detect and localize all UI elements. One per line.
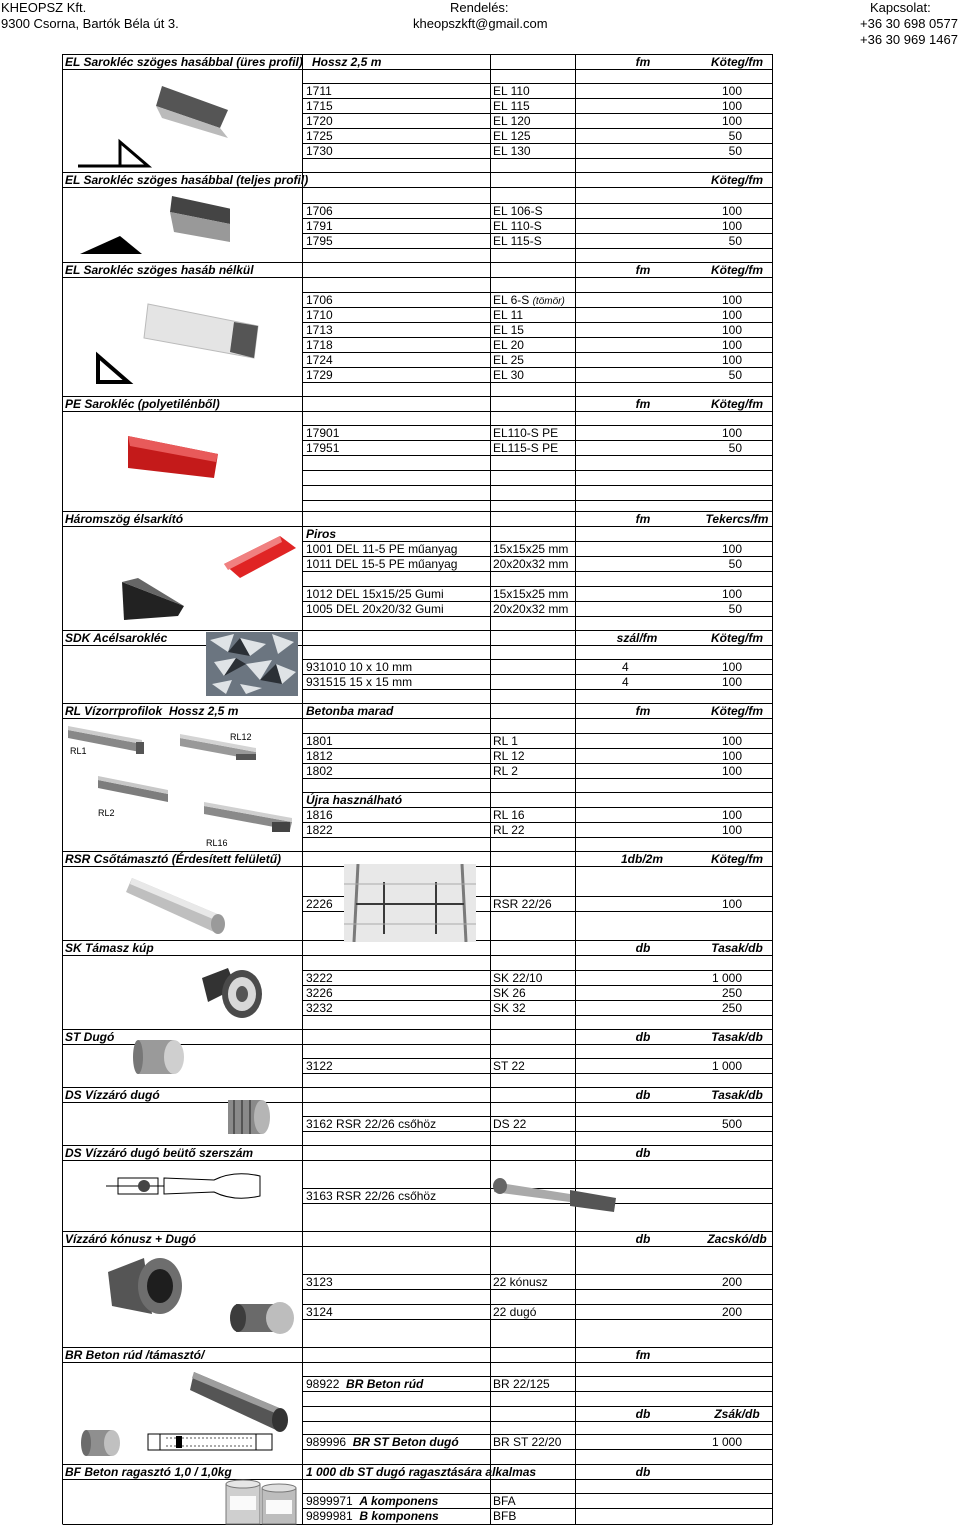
table-row: 1730 EL 130 50 (306, 144, 742, 158)
table-row: 1720 EL 120 100 (306, 114, 742, 128)
table-row: 1710 EL 11 100 (306, 308, 742, 322)
section-header-br: BR Beton rúd /támasztó/ fm (65, 1348, 651, 1362)
section-header-cone: Vízzáró kónusz + Dugó db Zacskó/db (65, 1232, 767, 1246)
table-row: 1706 EL 106-S 100 (306, 204, 742, 218)
table-row: 3222 SK 22/10 1 000 (306, 971, 742, 985)
section-header-rsr: RSR Csőtámasztó (Érdesített felületű) 1db/2m Köteg/fm (65, 852, 763, 866)
table-row: 1795 EL 115-S 50 (306, 234, 742, 248)
table-row: 9899981 B komponens BFB (306, 1509, 517, 1523)
table-row: 1005 DEL 20x20/32 Gumi 20x20x32 mm 50 (306, 602, 742, 616)
table-row: 1711 EL 110 100 (306, 84, 742, 98)
table-row: 1822 RL 22 100 (306, 823, 742, 837)
subsection-title: Újra használható (306, 793, 403, 807)
table-row: 931010 10 x 10 mm 4 100 (306, 660, 742, 674)
table-row: 17901 EL110-S PE 100 (306, 426, 742, 440)
section-header-el-empty: EL Sarokléc szöges hasábbal (üres profil) Hossz 2,5 m fm Köteg/fm (65, 55, 763, 69)
section-header-rl: RL Vízorrprofilok Hossz 2,5 m Betonba marad fm Köteg/fm (65, 704, 763, 718)
section-header-ds: DS Vízzáró dugó db Tasak/db (65, 1088, 763, 1102)
table-row: 931515 15 x 15 mm 4 100 (306, 675, 742, 689)
table-row: 1801 RL 1 100 (306, 734, 742, 748)
section-header-st: ST Dugó db Tasak/db (65, 1030, 763, 1044)
section-header-triangle: Háromszög élsarkító fm Tekercs/fm (65, 512, 769, 526)
br-concrete-rod-image (190, 1364, 298, 1436)
section-header-sk: SK Támasz kúp db Tasak/db (65, 941, 763, 955)
rl16-label: RL16 (206, 838, 228, 848)
table-row: 3163 RSR 22/26 csőhöz (306, 1189, 437, 1203)
table-row: 1011 DEL 15-5 PE műanyag 20x20x32 mm 50 (306, 557, 742, 571)
table-row: 1725 EL 125 50 (306, 129, 742, 143)
table-row: 989996 BR ST Beton dugó BR ST 22/20 1 000 (306, 1435, 742, 1449)
table-row: 1001 DEL 11-5 PE műanyag 15x15x25 mm 100 (306, 542, 742, 556)
table-row: 1724 EL 25 100 (306, 353, 742, 367)
table-row: 3124 22 dugó 200 (306, 1305, 742, 1319)
table-row: 3162 RSR 22/26 csőhöz DS 22 500 (306, 1117, 742, 1131)
table-row: 98922 BR Beton rúd BR 22/125 (306, 1377, 550, 1391)
rl2-label: RL2 (98, 808, 115, 818)
table-row: 3122 ST 22 1 000 (306, 1059, 742, 1073)
company-name: KHEOPSZ Kft. (1, 0, 87, 15)
table-row: 1791 EL 110-S 100 (306, 219, 742, 233)
table-row: 1706 EL 6-S (tömör) 100 (306, 293, 742, 307)
section-header-sdk: SDK Acélsarokléc szál/fm Köteg/fm (65, 631, 763, 645)
company-address: 9300 Csorna, Bartók Béla út 3. (1, 16, 179, 31)
table-row: 1812 RL 12 100 (306, 749, 742, 763)
table-row: 3123 22 kónusz 200 (306, 1275, 742, 1289)
table-row: 1012 DEL 15x15/25 Gumi 15x15x25 mm 100 (306, 587, 742, 601)
section-header-el-full: EL Sarokléc szöges hasábbal (teljes profil) Köteg/fm (65, 173, 763, 187)
contact-phone-2[interactable]: +36 30 969 1467 (860, 32, 958, 47)
table-row: 1718 EL 20 100 (306, 338, 742, 352)
contact-phone-1[interactable]: +36 30 698 0577 (860, 16, 958, 31)
section-header-bf: BF Beton ragasztó 1,0 / 1,0kg 1 000 db ST dugó ragasztására alkalmas db (65, 1465, 651, 1479)
table-row: 1713 EL 15 100 (306, 323, 742, 337)
section-subheader-br: db Zsák/db (635, 1407, 760, 1421)
table-row: 17951 EL115-S PE 50 (306, 441, 742, 455)
section-header-el-no-prism: EL Sarokléc szöges hasáb nélkül fm Köteg/fm (65, 263, 763, 277)
order-label: Rendelés: (450, 0, 509, 15)
table-row: 2226 RSR 22/26 100 (306, 897, 742, 911)
table-row: 1715 EL 115 100 (306, 99, 742, 113)
table-row: 3232 SK 32 250 (306, 1001, 742, 1015)
subsection-title: Piros (306, 527, 337, 541)
rl1-label: RL1 (70, 746, 87, 756)
section-header-ds-tool: DS Vízzáró dugó beütő szerszám db (65, 1146, 651, 1160)
rl12-label: RL12 (230, 732, 252, 742)
section-header-pe: PE Sarokléc (polyetilénből) fm Köteg/fm (65, 397, 763, 411)
table-row: 1816 RL 16 100 (306, 808, 742, 822)
contact-label: Kapcsolat: (870, 0, 931, 15)
order-email[interactable]: kheopszkft@gmail.com (413, 16, 548, 31)
table-row: 9899971 A komponens BFA (306, 1494, 516, 1508)
table-row: 1802 RL 2 100 (306, 764, 742, 778)
table-row: 1729 EL 30 50 (306, 368, 742, 382)
table-row: 3226 SK 26 250 (306, 986, 742, 1000)
